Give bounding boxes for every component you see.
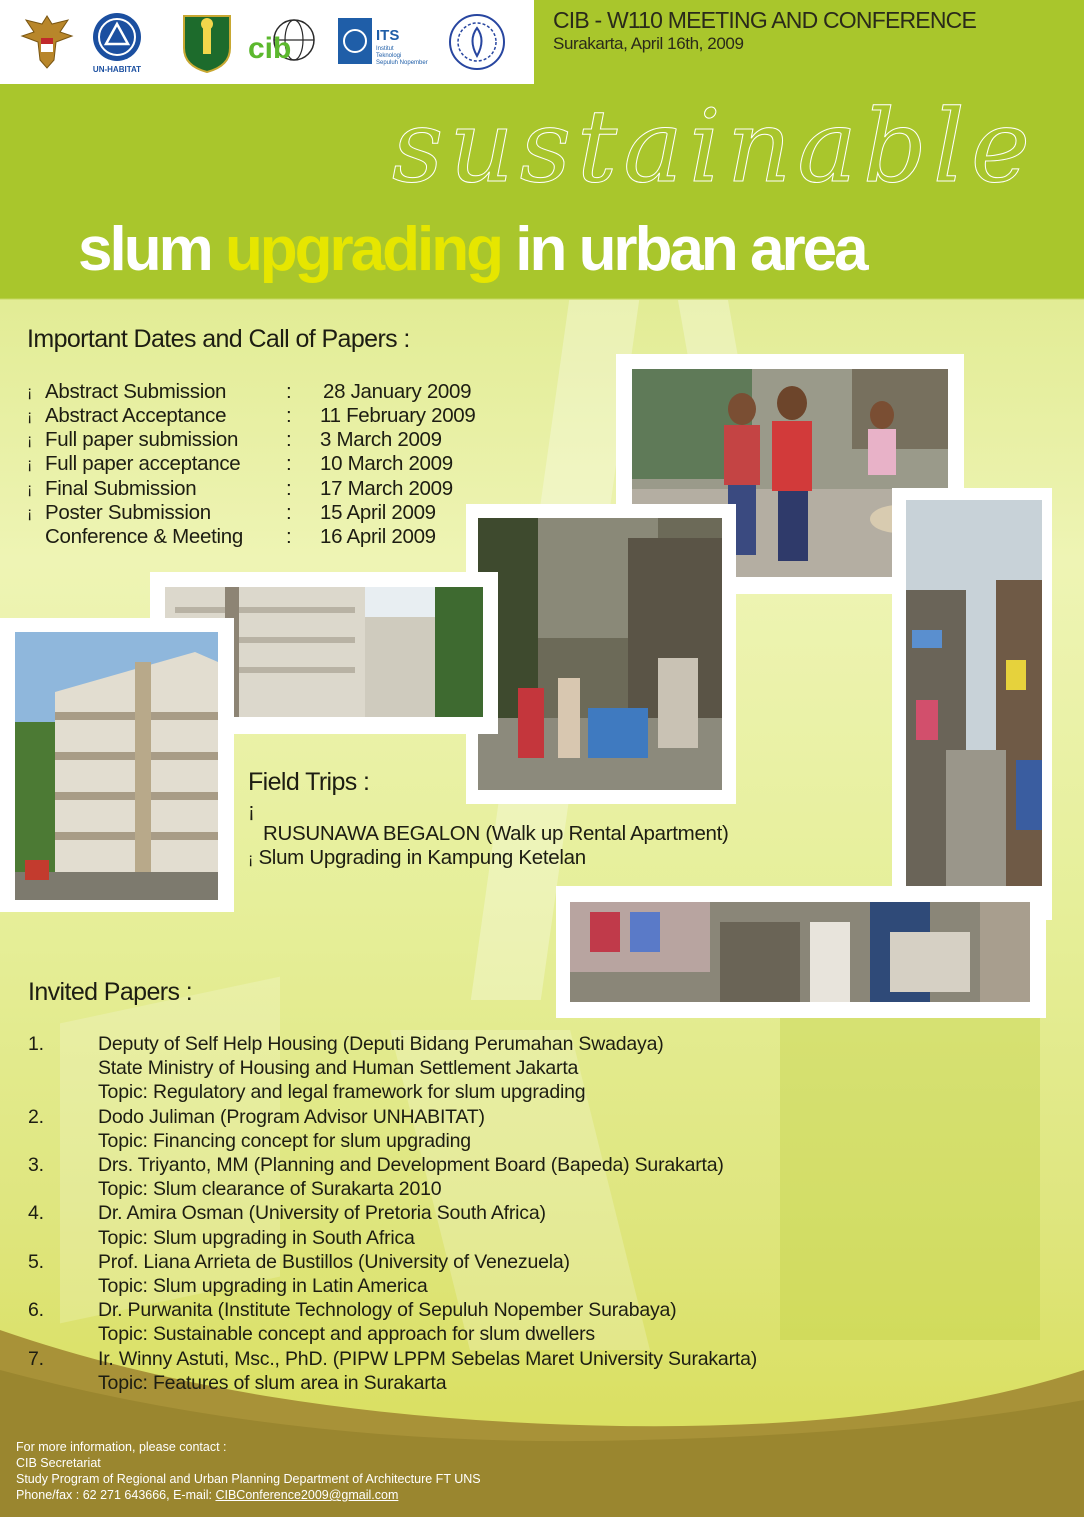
headline-part1: slum <box>78 215 225 284</box>
paper-number: 2. <box>28 1105 44 1128</box>
paper-number: 6. <box>28 1299 44 1322</box>
paper-topic: Topic: Slum upgrading in Latin America <box>98 1275 428 1297</box>
its-caption: ITS <box>376 27 400 44</box>
paper-speaker: State Ministry of Housing and Human Settlement Jakarta <box>98 1057 579 1080</box>
paper-number: 4. <box>28 1202 44 1225</box>
paper-speaker: Ir. Winny Astuti, Msc., PhD. (PIPW LPPM Sebelas Maret University Surakarta) <box>98 1347 758 1370</box>
bullet-icon: ¡ <box>27 505 33 522</box>
invited-heading: Invited Papers : <box>28 978 193 1006</box>
headline-script-word: sustainable <box>392 88 1037 205</box>
paper-number: 1. <box>28 1033 44 1055</box>
date-separator: : <box>286 380 292 403</box>
footer-line <box>16 1487 481 1503</box>
bg-plane <box>780 1000 1040 1340</box>
date-separator: : <box>286 452 292 475</box>
date-label: Final Submission <box>45 477 197 500</box>
date-separator: : <box>286 501 292 524</box>
paper-number: 3. <box>28 1154 44 1176</box>
headline-highlight: upgrading <box>224 215 502 284</box>
date-value: 10 March 2009 <box>320 452 453 475</box>
un-habitat-caption: UN-HABITAT <box>92 65 142 74</box>
paper-number: 5. <box>28 1250 44 1273</box>
date-value: 16 April 2009 <box>320 525 436 548</box>
date-value: 3 March 2009 <box>320 428 442 451</box>
paper-topic: Topic: Sustainable concept and approach for slum dwellers <box>98 1323 595 1346</box>
narrow-alley-photo <box>906 500 1042 916</box>
footer-phone: Phone/fax : 62 271 643666, E-mail: <box>16 1488 216 1502</box>
paper-topic: Topic: Slum upgrading in South Africa <box>98 1226 415 1249</box>
date-value: 28 January 2009 <box>323 380 472 403</box>
date-label: Poster Submission <box>45 501 211 524</box>
bullet-icon: ¡ <box>27 384 33 401</box>
date-label: Full paper submission <box>45 428 239 451</box>
field-trip-item: Slum Upgrading in Kampung Ketelan <box>258 846 586 869</box>
laundry-alley-photo <box>570 902 1030 1002</box>
paper-speaker: Dr. Purwanita (Institute Technology of Sepuluh Nopember Surabaya) <box>98 1299 677 1322</box>
footer-contact <box>16 1439 481 1503</box>
headline-main <box>78 214 866 285</box>
footer-line: For more information, please contact : <box>16 1440 227 1454</box>
paper-speaker: Drs. Triyanto, MM (Planning and Development Board (Bapeda) Surakarta) <box>98 1154 724 1176</box>
cib-caption: cib <box>248 32 292 65</box>
paper-topic: Topic: Financing concept for slum upgrading <box>98 1129 471 1152</box>
paper-number: 7. <box>28 1347 44 1370</box>
paper-speaker: Dodo Juliman (Program Advisor UNHABITAT) <box>98 1105 485 1128</box>
footer-line: CIB Secretariat <box>16 1456 101 1470</box>
logo-strip <box>0 0 534 84</box>
date-label: Full paper acceptance <box>45 452 241 475</box>
date-value: 17 March 2009 <box>320 477 453 500</box>
headline-part2: in urban area <box>501 215 866 284</box>
date-value: 15 April 2009 <box>320 501 436 524</box>
field-trip-bullet: ¡ <box>248 799 255 822</box>
paper-speaker: Deputy of Self Help Housing (Deputi Bidang Perumahan Swadaya) <box>98 1033 664 1055</box>
date-separator: : <box>286 525 292 548</box>
footer-line: Study Program of Regional and Urban Planning Department of Architecture FT UNS <box>16 1472 481 1486</box>
un-habitat-icon <box>86 10 148 74</box>
its-line: Institut <box>376 46 394 52</box>
paper-speaker: Dr. Amira Osman (University of Pretoria South Africa) <box>98 1202 546 1225</box>
conference-date-location: Surakarta, April 16th, 2009 <box>553 34 744 53</box>
cib-logo-icon <box>244 10 316 74</box>
surakarta-emblem-icon <box>176 10 238 74</box>
date-separator: : <box>286 477 292 500</box>
date-value: 11 February 2009 <box>320 404 476 427</box>
bullet-icon: ¡ <box>248 851 254 868</box>
date-separator: : <box>286 428 292 451</box>
paper-topic: Topic: Slum clearance of Surakarta 2010 <box>98 1178 442 1201</box>
alley-market-photo <box>478 518 722 790</box>
paper-topic: Topic: Features of slum area in Surakarta <box>98 1371 447 1394</box>
field-trip-item-row <box>248 846 586 870</box>
date-label: Abstract Submission <box>45 380 227 403</box>
footer-email-link[interactable]: CIBConference2009@gmail.com <box>215 1488 399 1502</box>
garuda-emblem-icon <box>16 10 78 74</box>
date-label: Conference & Meeting <box>45 525 243 548</box>
its-line: Teknologi <box>376 53 402 59</box>
bullet-icon: ¡ <box>27 456 33 473</box>
its-logo-icon <box>336 10 436 74</box>
paper-speaker: Prof. Liana Arrieta de Bustillos (University of Venezuela) <box>98 1250 570 1273</box>
its-line: Sepuluh Nopember <box>376 60 428 66</box>
paper-topic: Topic: Regulatory and legal framework for slum upgrading <box>98 1081 586 1104</box>
dates-heading: Important Dates and Call of Papers : <box>27 325 410 353</box>
date-label: Abstract Acceptance <box>45 404 227 427</box>
field-trips-heading: Field Trips : <box>248 768 370 796</box>
conference-title: CIB - W110 MEETING AND CONFERENCE <box>553 7 977 33</box>
date-separator: : <box>286 404 292 427</box>
bullet-icon: ¡ <box>27 408 33 425</box>
bullet-icon: ¡ <box>27 432 33 449</box>
bullet-icon: ¡ <box>27 481 33 498</box>
field-trip-item: RUSUNAWA BEGALON (Walk up Rental Apartment) <box>263 822 729 845</box>
apartment-block-photo-large <box>15 632 218 900</box>
uns-logo-icon <box>446 10 508 74</box>
